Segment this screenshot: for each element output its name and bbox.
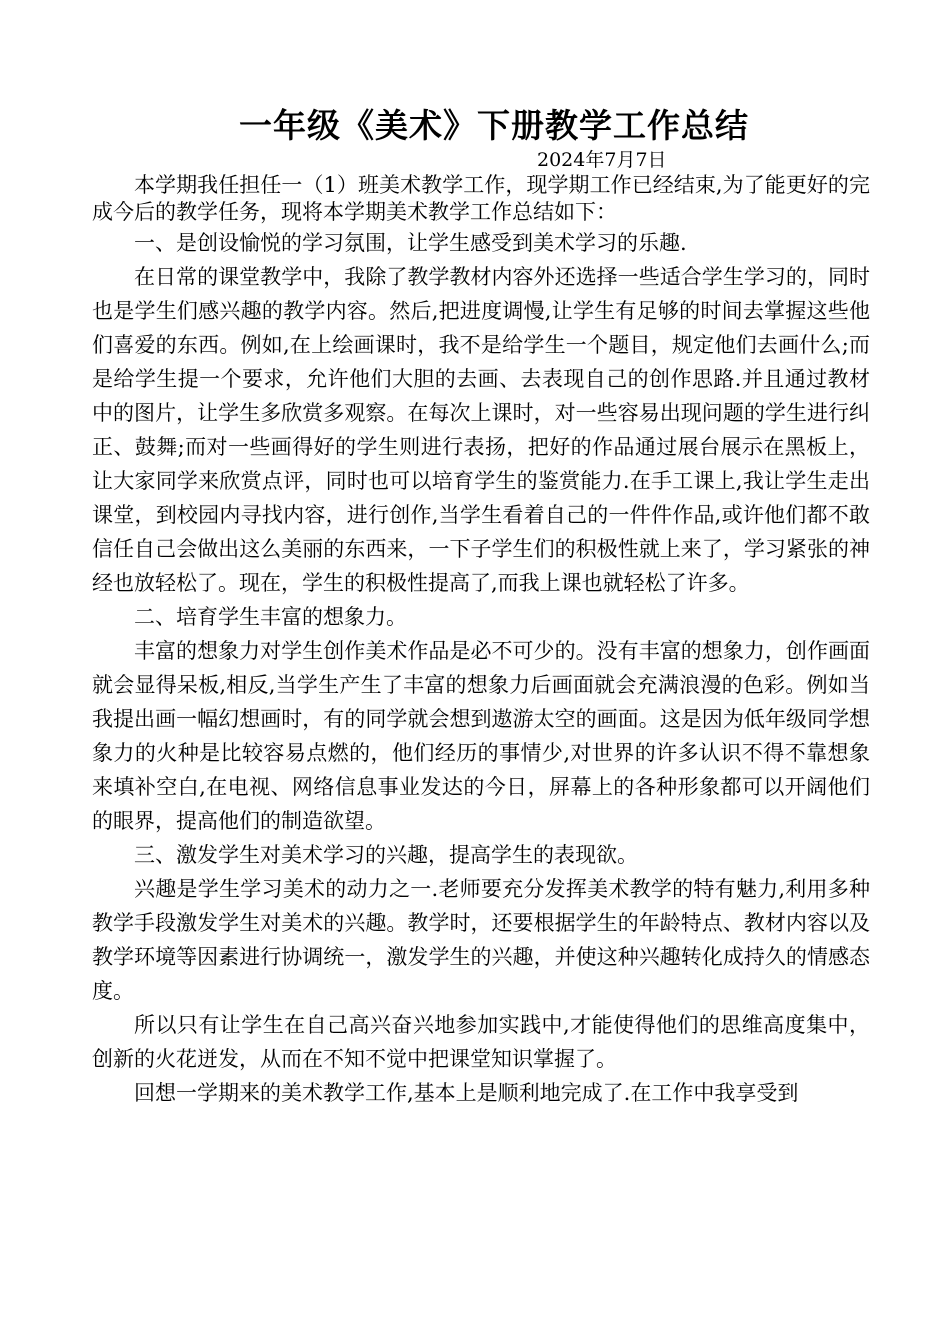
body-paragraph-4: 所以只有让学生在自己高兴奋兴地参加实践中,才能使得他们的思维高度集中，创新的火花迸发，从而在不知不觉中把课堂知识掌握了。 xyxy=(92,1013,870,1071)
body-paragraph-5: 回想一学期来的美术教学工作,基本上是顺利地完成了.在工作中我享受到 xyxy=(134,1081,799,1105)
section-heading-1: 一、是创设愉悦的学习氛围，让学生感受到美术学习的乐趣. xyxy=(134,231,687,255)
intro-paragraph: 本学期我任担任一（1）班美术教学工作，现学期工作已经结束,为了能更好的完成今后的教学任务，现将本学期美术教学工作总结如下： xyxy=(92,173,870,224)
body-paragraph-1: 在日常的课堂教学中，我除了教学教材内容外还选择一些适合学生学习的，同时也是学生们感兴趣的教学内容。然后,把进度调慢,让学生有足够的时间去掌握这些他们喜爱的东西。例如,在上绘画课时，我不是给学生一个题目，规定他们去画什么;而是给学生提一个要求，允许他们大胆的去画、去表现自己的创作思路.并且通过教材中的图片，让学生多欣赏多观察。在每次上课时，对一些容易出现问题的学生进行纠正、鼓舞;而对一些画得好的学生则进行表扬，把好的作品通过展台展示在黑板上，让大家同学来欣赏点评，同时也可以培育学生的鉴赏能力.在手工课上,我让学生走出课堂，到校园内寻找内容，进行创作,当学生看着自己的一件件作品,或许他们都不敢信任自己会做出这么美丽的东西来，一下子学生们的积极性就上来了，学习紧张的神经也放轻松了。现在，学生的积极性提高了,而我上课也就轻松了许多。 xyxy=(92,265,870,595)
body-paragraph-2: 丰富的想象力对学生创作美术作品是必不可少的。没有丰富的想象力，创作画面就会显得呆板,相反,当学生产生了丰富的想象力后画面就会充满浪漫的色彩。例如当我提出画一幅幻想画时，有的同学就会想到遨游太空的画面。这是因为低年级同学想象力的火种是比较容易点燃的，他们经历的事情少,对世界的许多认识不得不靠想象来填补空白,在电视、网络信息事业发达的今日，屏幕上的各种形象都可以开阔他们的眼界，提高他们的制造欲望。 xyxy=(92,639,870,833)
document-title: 一年级《美术》下册教学工作总结 xyxy=(239,106,749,145)
section-heading-2: 二、培育学生丰富的想象力。 xyxy=(134,605,407,629)
section-heading-3: 三、激发学生对美术学习的兴趣，提高学生的表现欲。 xyxy=(134,843,638,867)
document-date: 2024年7月7日 xyxy=(537,149,667,171)
document-body xyxy=(92,172,870,1110)
body-paragraph-3: 兴趣是学生学习美术的动力之一.老师要充分发挥美术教学的特有魅力,利用多种教学手段激发学生对美术的兴趣。教学时，还要根据学生的年龄特点、教材内容以及教学环境等因素进行协调统一，激发学生的兴趣，并使这种兴趣转化成持久的情感态度。 xyxy=(92,877,870,1003)
